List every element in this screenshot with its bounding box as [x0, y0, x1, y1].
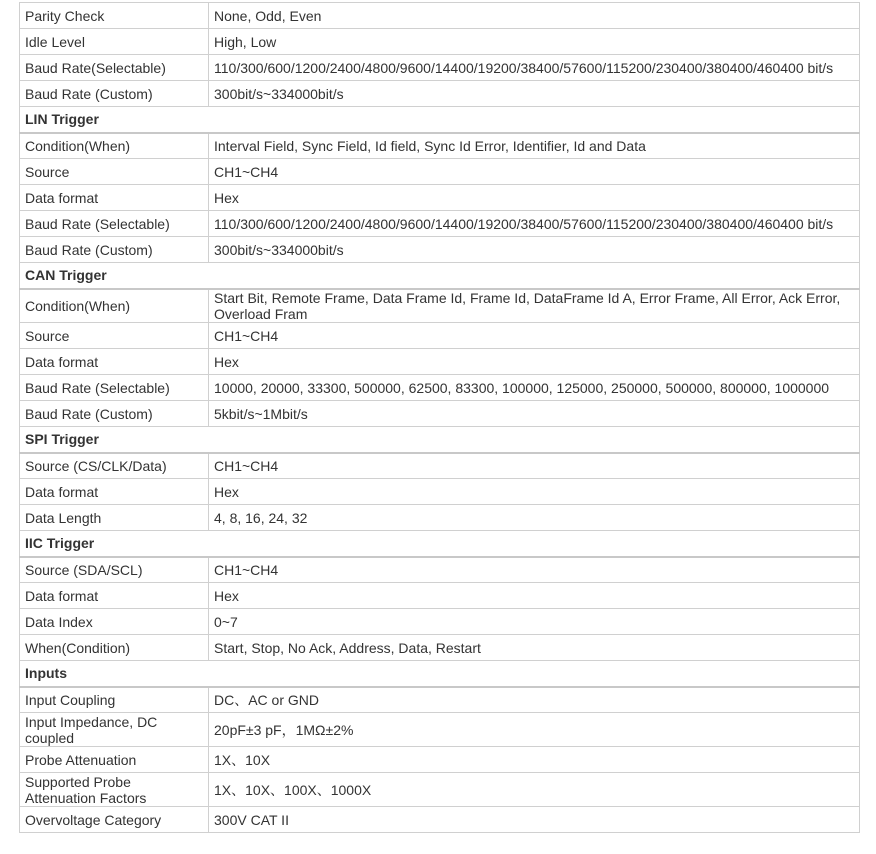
spec-value: 110/300/600/1200/2400/4800/9600/14400/19200/38400/57600/115200/230400/380400/460400 bit/s [214, 215, 834, 232]
spec-value-cell [209, 81, 860, 107]
spec-value-cell [209, 747, 860, 773]
spec-value: 1X、10X、100X、1000X [214, 781, 372, 798]
spec-label: Supported Probe Attenuation Factors [25, 773, 147, 806]
spec-value: Interval Field, Sync Field, Id field, Sync Id Error, Identifier, Id and Data [214, 137, 646, 154]
spec-label-cell [20, 81, 209, 107]
spec-value-cell [209, 635, 860, 661]
spec-label: Baud Rate(Selectable) [25, 59, 166, 76]
spec-label-cell [20, 773, 209, 807]
spec-row [20, 609, 860, 635]
spec-value-cell [209, 55, 860, 81]
spec-value-cell [209, 401, 860, 427]
spec-label: Baud Rate (Selectable) [25, 379, 170, 396]
spec-value-cell [209, 323, 860, 349]
spec-row [20, 185, 860, 211]
spec-label: Input Impedance, DC coupled [25, 713, 158, 746]
spec-label-cell [20, 133, 209, 159]
spec-value-cell [209, 349, 860, 375]
spec-value: Hex [214, 189, 239, 206]
spec-label-cell [20, 747, 209, 773]
spec-value-cell [209, 159, 860, 185]
spec-label-cell [20, 713, 209, 747]
spec-row [20, 557, 860, 583]
spec-label-cell [20, 583, 209, 609]
spec-value: Hex [214, 587, 239, 604]
spec-value: Start Bit, Remote Frame, Data Frame Id, Frame Id, DataFrame Id A, Error Frame, All Error, Ack Error, Overload Fram [214, 289, 841, 322]
spec-label: Input Coupling [25, 691, 116, 708]
spec-row [20, 807, 860, 833]
spec-value: High, Low [214, 33, 277, 50]
spec-label: Data format [25, 483, 99, 500]
spec-label: Overvoltage Category [25, 811, 162, 828]
spec-label: Parity Check [25, 7, 105, 24]
spec-label-cell [20, 185, 209, 211]
spec-label-cell [20, 159, 209, 185]
spec-label: Data Length [25, 509, 102, 526]
spec-value-cell [209, 713, 860, 747]
spec-label: Baud Rate (Selectable) [25, 215, 170, 232]
spec-value-cell [209, 375, 860, 401]
spec-value: CH1~CH4 [214, 457, 279, 474]
spec-value-cell [209, 29, 860, 55]
spec-label-cell [20, 807, 209, 833]
spec-label: Condition(When) [25, 297, 131, 314]
spec-value-cell [209, 185, 860, 211]
spec-row [20, 159, 860, 185]
spec-value: None, Odd, Even [214, 7, 322, 24]
spec-row [20, 211, 860, 237]
spec-label: Source [25, 163, 70, 180]
spec-value: 300bit/s~334000bit/s [214, 241, 344, 258]
spec-value: CH1~CH4 [214, 163, 279, 180]
spec-label: Baud Rate (Custom) [25, 405, 153, 422]
section-header-row [20, 263, 860, 289]
spec-value-cell [209, 557, 860, 583]
section-header-row [20, 427, 860, 453]
spec-row [20, 479, 860, 505]
spec-row [20, 401, 860, 427]
section-header-row [20, 661, 860, 687]
spec-value-cell [209, 237, 860, 263]
spec-label: Data format [25, 189, 99, 206]
spec-label-cell [20, 687, 209, 713]
spec-row [20, 747, 860, 773]
spec-label-cell [20, 635, 209, 661]
spec-label: Source [25, 327, 70, 344]
section-title: LIN Trigger [20, 107, 860, 133]
spec-label: When(Condition) [25, 639, 131, 656]
spec-label-cell [20, 375, 209, 401]
spec-value-cell [209, 453, 860, 479]
spec-row [20, 583, 860, 609]
spec-label-cell [20, 211, 209, 237]
spec-label-cell [20, 453, 209, 479]
spec-label: Baud Rate (Custom) [25, 241, 153, 258]
spec-label: Data format [25, 353, 99, 370]
spec-label-cell [20, 609, 209, 635]
spec-label: Condition(When) [25, 137, 131, 154]
spec-label: Source (SDA/SCL) [25, 561, 143, 578]
spec-row [20, 55, 860, 81]
spec-value: 20pF±3 pF，1MΩ±2% [214, 721, 354, 738]
spec-row [20, 29, 860, 55]
spec-value-cell [209, 807, 860, 833]
spec-value-cell [209, 583, 860, 609]
spec-table [19, 2, 860, 833]
section-title: SPI Trigger [20, 427, 860, 453]
spec-value: 300V CAT II [214, 811, 289, 828]
spec-value-cell [209, 773, 860, 807]
section-title: CAN Trigger [20, 263, 860, 289]
spec-value: 110/300/600/1200/2400/4800/9600/14400/19200/38400/57600/115200/230400/380400/460400 bit/s [214, 59, 834, 76]
spec-label-cell [20, 349, 209, 375]
spec-value-cell [209, 687, 860, 713]
spec-row [20, 289, 860, 323]
spec-value: 4, 8, 16, 24, 32 [214, 509, 308, 526]
spec-label: Baud Rate (Custom) [25, 85, 153, 102]
spec-row [20, 453, 860, 479]
spec-row [20, 349, 860, 375]
spec-value-cell [209, 505, 860, 531]
spec-value: 300bit/s~334000bit/s [214, 85, 344, 102]
spec-value-cell [209, 211, 860, 237]
spec-row [20, 81, 860, 107]
spec-row [20, 237, 860, 263]
spec-value-cell [209, 289, 860, 323]
spec-value: Start, Stop, No Ack, Address, Data, Restart [214, 639, 481, 656]
spec-row [20, 133, 860, 159]
spec-row [20, 505, 860, 531]
section-title: IIC Trigger [20, 531, 860, 557]
spec-row [20, 3, 860, 29]
spec-row [20, 323, 860, 349]
spec-value-cell [209, 479, 860, 505]
spec-row [20, 713, 860, 747]
spec-label: Source (CS/CLK/Data) [25, 457, 167, 474]
spec-label: Data Index [25, 613, 93, 630]
spec-label-cell [20, 479, 209, 505]
spec-value: 10000, 20000, 33300, 500000, 62500, 83300, 100000, 125000, 250000, 500000, 800000, 1000000 [214, 379, 830, 396]
spec-value: 0~7 [214, 613, 238, 630]
spec-label-cell [20, 3, 209, 29]
spec-value-cell [209, 3, 860, 29]
spec-row [20, 773, 860, 807]
spec-label-cell [20, 323, 209, 349]
spec-value-cell [209, 133, 860, 159]
spec-label-cell [20, 289, 209, 323]
spec-value: CH1~CH4 [214, 561, 279, 578]
section-header-row [20, 531, 860, 557]
spec-value: Hex [214, 483, 239, 500]
spec-label-cell [20, 401, 209, 427]
spec-value: 5kbit/s~1Mbit/s [214, 405, 308, 422]
spec-label: Probe Attenuation [25, 751, 137, 768]
spec-value-cell [209, 609, 860, 635]
spec-value: 1X、10X [214, 751, 271, 768]
spec-value: Hex [214, 353, 239, 370]
spec-label: Data format [25, 587, 99, 604]
spec-label-cell [20, 55, 209, 81]
spec-row [20, 635, 860, 661]
spec-label-cell [20, 505, 209, 531]
spec-label-cell [20, 557, 209, 583]
spec-value: DC、AC or GND [214, 691, 320, 708]
spec-row [20, 375, 860, 401]
section-title: Inputs [20, 661, 860, 687]
spec-label-cell [20, 29, 209, 55]
spec-table-body [20, 3, 860, 833]
spec-value: CH1~CH4 [214, 327, 279, 344]
spec-row [20, 687, 860, 713]
spec-label: Idle Level [25, 33, 85, 50]
spec-label-cell [20, 237, 209, 263]
section-header-row [20, 107, 860, 133]
